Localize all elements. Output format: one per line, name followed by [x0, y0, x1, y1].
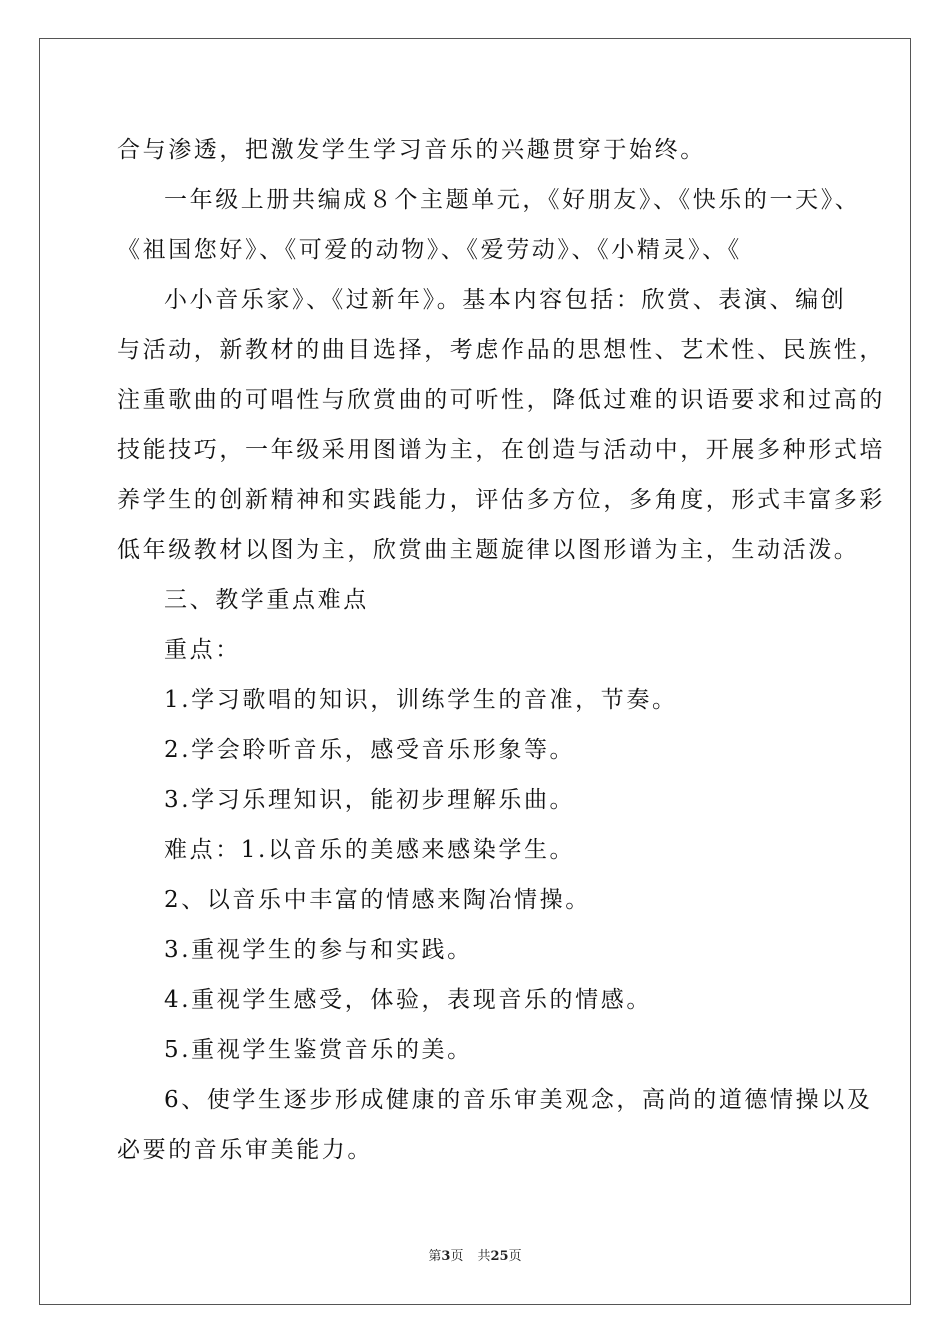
page-prefix: 第: [428, 1249, 442, 1264]
total-suffix: 页: [508, 1249, 522, 1264]
list-item: 4.重视学生感受，体验，表现音乐的情感。: [164, 987, 652, 1013]
paragraph-line: 养学生的创新精神和实践能力，评估多方位，多角度，形式丰富多彩: [117, 487, 885, 513]
paragraph-line: 注重歌曲的可唱性与欣赏曲的可听性，降低过难的识语要求和过高的: [117, 387, 885, 413]
total-page-count: 25: [490, 1249, 509, 1264]
paragraph-line: 与活动，新教材的曲目选择，考虑作品的思想性、艺术性、民族性，: [117, 337, 885, 363]
paragraph-line: 必要的音乐审美能力。: [117, 1137, 373, 1163]
list-item: 6、使学生逐步形成健康的音乐审美观念，高尚的道德情操以及: [164, 1087, 873, 1113]
paragraph-line: 技能技巧，一年级采用图谱为主，在创造与活动中，开展多种形式培: [117, 437, 885, 463]
total-prefix: 共: [477, 1249, 491, 1264]
page-footer: [0, 1248, 950, 1266]
current-page-number: 3: [441, 1249, 451, 1264]
list-item: 3.重视学生的参与和实践。: [164, 937, 473, 963]
section-heading: 三、教学重点难点: [164, 587, 369, 613]
list-item: 2.学会聆听音乐，感受音乐形象等。: [164, 737, 576, 763]
list-item: 5.重视学生鉴赏音乐的美。: [164, 1037, 473, 1063]
list-item: 3.学习乐理知识，能初步理解乐曲。: [164, 787, 576, 813]
list-item: 2、以音乐中丰富的情感来陶冶情操。: [164, 887, 591, 913]
paragraph-line: 《祖国您好》、《可爱的动物》、《爱劳动》、《小精灵》、《: [117, 237, 742, 263]
paragraph-line: 低年级教材以图为主，欣赏曲主题旋律以图形谱为主，生动活泼。: [117, 537, 860, 563]
list-item: 1.学习歌唱的知识，训练学生的音准，节奏。: [164, 687, 678, 713]
key-points-label: 重点：: [164, 637, 241, 663]
paragraph-line: 合与渗透，把激发学生学习音乐的兴趣贯穿于始终。: [117, 137, 706, 163]
paragraph-line: 小小音乐家》、《过新年》。基本内容包括：欣赏、表演、编创: [164, 287, 847, 313]
page-suffix: 页: [450, 1249, 464, 1264]
paragraph-line: 一年级上册共编成８个主题单元，《好朋友》、《快乐的一天》、: [164, 187, 861, 213]
difficulties-line: 难点：1.以音乐的美感来感染学生。: [164, 837, 576, 863]
